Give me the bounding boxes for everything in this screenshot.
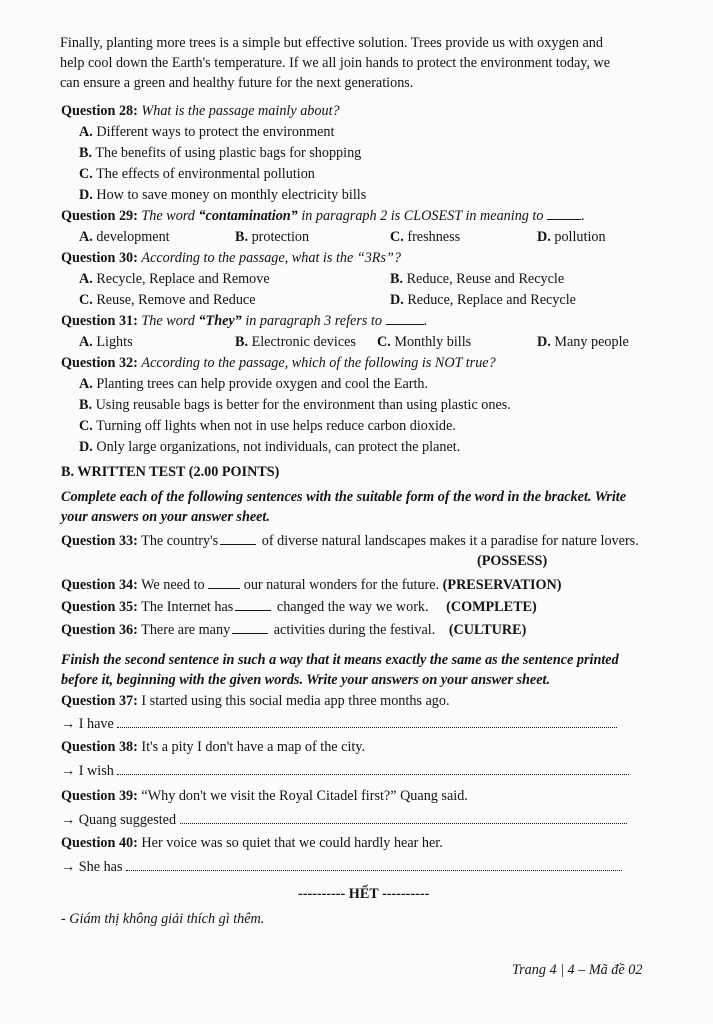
instruction-line-2: your answers on your answer sheet. <box>61 509 270 525</box>
answer-dots <box>126 858 622 871</box>
q30-option-a[interactable] <box>79 270 270 288</box>
question-label: Question 31: <box>61 313 138 329</box>
option-text: development <box>96 229 170 245</box>
question-text: There are many <box>141 622 231 638</box>
option-letter: B. <box>390 271 404 287</box>
q32-option-b[interactable] <box>79 396 511 414</box>
question-label: Question 39: <box>61 788 138 804</box>
q30-option-b[interactable] <box>390 270 564 288</box>
question-label: Question 33: <box>61 533 138 549</box>
q29-option-a[interactable] <box>79 228 170 246</box>
instruction-line-1: Complete each of the following sentences with the suitable form of the word in the bracket. Write <box>61 489 627 505</box>
q28-option-a[interactable] <box>79 123 334 141</box>
option-letter: B. <box>79 145 93 161</box>
question-text: our natural wonders for the future. <box>243 577 440 593</box>
question-39 <box>61 787 468 805</box>
question-text: It's a pity I don't have a map of the city. <box>141 739 366 755</box>
answer-blank <box>232 621 268 634</box>
word-form-cue: (COMPLETE) <box>446 599 537 615</box>
option-text: Electronic devices <box>251 334 356 350</box>
answer-blank <box>386 312 424 325</box>
instruction-line-4: before it, beginning with the given words. Write your answers on your answer sheet. <box>61 672 551 688</box>
question-label: Question 35: <box>61 599 138 615</box>
option-text: Recycle, Replace and Remove <box>96 271 270 287</box>
option-letter: C. <box>377 334 391 350</box>
question-text: The word <box>141 208 199 224</box>
answer-line-37[interactable] <box>61 715 617 733</box>
question-30-stem <box>61 249 401 267</box>
answer-blank <box>208 576 240 589</box>
page-footer: Trang 4 | 4 – Mã đề 02 <box>512 962 643 978</box>
question-label: Question 32: <box>61 355 138 371</box>
question-label: Question 29: <box>61 208 138 224</box>
q32-option-d[interactable] <box>79 438 460 456</box>
question-29-stem <box>61 207 585 225</box>
word-form-cue: (CULTURE) <box>448 622 527 638</box>
question-text: Her voice was so quiet that we could hardly hear her. <box>141 835 443 851</box>
q29-option-d[interactable] <box>537 228 606 246</box>
q29-option-b[interactable] <box>235 228 309 246</box>
passage-line-1: Finally, planting more trees is a simple but effective solution. Trees provide us with oxygen and <box>60 35 603 51</box>
question-label: Question 36: <box>61 622 138 638</box>
sentence-start: → I have <box>61 716 114 732</box>
q31-option-b[interactable] <box>235 333 356 351</box>
option-letter: D. <box>79 439 93 455</box>
option-letter: A. <box>79 271 93 287</box>
option-text: protection <box>251 229 310 245</box>
option-letter: C. <box>79 292 93 308</box>
question-32-stem <box>61 354 496 372</box>
question-label: Question 37: <box>61 693 138 709</box>
end-marker: ---------- HẾT ---------- <box>298 886 430 902</box>
question-text: of diverse natural landscapes makes it a paradise for nature lovers. <box>261 533 639 549</box>
option-letter: B. <box>235 334 249 350</box>
option-text: Using reusable bags is better for the environment than using plastic ones. <box>95 397 511 413</box>
question-33 <box>61 532 639 550</box>
question-label: Question 38: <box>61 739 138 755</box>
question-31-stem <box>61 312 427 330</box>
instruction-line-3: Finish the second sentence in such a way that it means exactly the same as the sentence printed <box>61 652 619 668</box>
option-text: Only large organizations, not individuals, can protect the planet. <box>96 439 461 455</box>
question-text: According to the passage, what is the “3Rs”? <box>141 250 401 266</box>
option-letter: A. <box>79 124 93 140</box>
option-text: Turning off lights when not in use helps reduce carbon dioxide. <box>96 418 456 434</box>
option-text: Monthly bills <box>394 334 472 350</box>
option-letter: C. <box>390 229 404 245</box>
option-letter: B. <box>235 229 249 245</box>
question-28-stem <box>61 102 340 120</box>
question-34 <box>61 576 561 594</box>
question-text: We need to <box>141 577 205 593</box>
answer-line-38[interactable] <box>61 762 629 780</box>
option-text: The benefits of using plastic bags for shopping <box>95 145 362 161</box>
q29-option-c[interactable] <box>390 228 460 246</box>
question-text: changed the way we work. <box>276 599 429 615</box>
question-38 <box>61 738 365 756</box>
option-letter: D. <box>537 229 551 245</box>
question-36 <box>61 621 526 639</box>
question-text: The Internet has <box>141 599 234 615</box>
word-form-cue: (POSSESS) <box>477 553 548 569</box>
option-letter: D. <box>79 187 93 203</box>
option-text: Reduce, Reuse and Recycle <box>406 271 565 287</box>
question-end: . <box>581 208 585 224</box>
option-text: Reduce, Replace and Recycle <box>407 292 576 308</box>
sentence-start: → I wish <box>61 763 114 779</box>
question-37 <box>61 692 450 710</box>
question-text: The word <box>141 313 199 329</box>
word-form-cue: (PRESERVATION) <box>442 577 562 593</box>
question-text: According to the passage, which of the following is NOT true? <box>141 355 496 371</box>
option-letter: A. <box>79 229 93 245</box>
question-label: Question 28: <box>61 103 138 119</box>
option-text: pollution <box>554 229 606 245</box>
option-letter: B. <box>79 397 93 413</box>
q30-option-d[interactable] <box>390 291 576 309</box>
proctor-note: - Giám thị không giải thích gì thêm. <box>61 911 265 927</box>
question-label: Question 40: <box>61 835 138 851</box>
q30-option-c[interactable] <box>79 291 256 309</box>
question-text: activities during the festival. <box>273 622 436 638</box>
q31-option-a[interactable] <box>79 333 133 351</box>
option-text: Planting trees can help provide oxygen and cool the Earth. <box>96 376 429 392</box>
question-40 <box>61 834 443 852</box>
option-letter: A. <box>79 334 93 350</box>
question-text: in paragraph 2 is CLOSEST in meaning to <box>297 208 544 224</box>
question-text: What is the passage mainly about? <box>141 103 340 119</box>
q31-option-c[interactable] <box>377 333 471 351</box>
question-text: I started using this social media app three months ago. <box>141 693 450 709</box>
answer-blank <box>220 532 256 545</box>
passage-line-2: help cool down the Earth's temperature. If we all join hands to protect the environment today, we <box>60 55 611 71</box>
answer-blank <box>547 207 581 220</box>
sentence-start: → Quang suggested <box>61 812 177 828</box>
answer-line-40[interactable] <box>61 858 622 876</box>
sentence-start: → She has <box>61 859 123 875</box>
q28-option-d[interactable] <box>79 186 366 204</box>
option-letter: A. <box>79 376 93 392</box>
question-end: . <box>423 313 428 329</box>
q32-option-a[interactable] <box>79 375 428 393</box>
section-heading: B. WRITTEN TEST (2.00 POINTS) <box>61 464 280 480</box>
answer-dots <box>180 811 627 824</box>
question-35 <box>61 598 537 616</box>
q32-option-c[interactable] <box>79 417 456 435</box>
option-letter: C. <box>79 418 93 434</box>
q28-option-b[interactable] <box>79 144 361 162</box>
option-text: Reuse, Remove and Reduce <box>96 292 256 308</box>
answer-dots <box>117 762 629 775</box>
option-text: Many people <box>554 334 629 350</box>
answer-line-39[interactable] <box>61 811 627 829</box>
question-label: Question 34: <box>61 577 138 593</box>
option-letter: D. <box>537 334 551 350</box>
question-text: The country's <box>141 533 219 549</box>
question-keyword: “contamination” <box>198 208 298 224</box>
option-text: Lights <box>96 334 133 350</box>
option-letter: D. <box>390 292 404 308</box>
option-text: The effects of environmental pollution <box>96 166 315 182</box>
question-text: “Why don't we visit the Royal Citadel first?” Quang said. <box>141 788 468 804</box>
option-text: freshness <box>407 229 461 245</box>
option-letter: C. <box>79 166 93 182</box>
option-text: How to save money on monthly electricity bills <box>96 187 367 203</box>
question-keyword: “They” <box>198 313 242 329</box>
passage-line-3: can ensure a green and healthy future for the next generations. <box>60 75 414 91</box>
question-text: in paragraph 3 refers to <box>241 313 382 329</box>
q31-option-d[interactable] <box>537 333 629 351</box>
answer-blank <box>235 598 271 611</box>
q28-option-c[interactable] <box>79 165 315 183</box>
answer-dots <box>117 715 617 728</box>
option-text: Different ways to protect the environment <box>96 124 335 140</box>
question-label: Question 30: <box>61 250 138 266</box>
